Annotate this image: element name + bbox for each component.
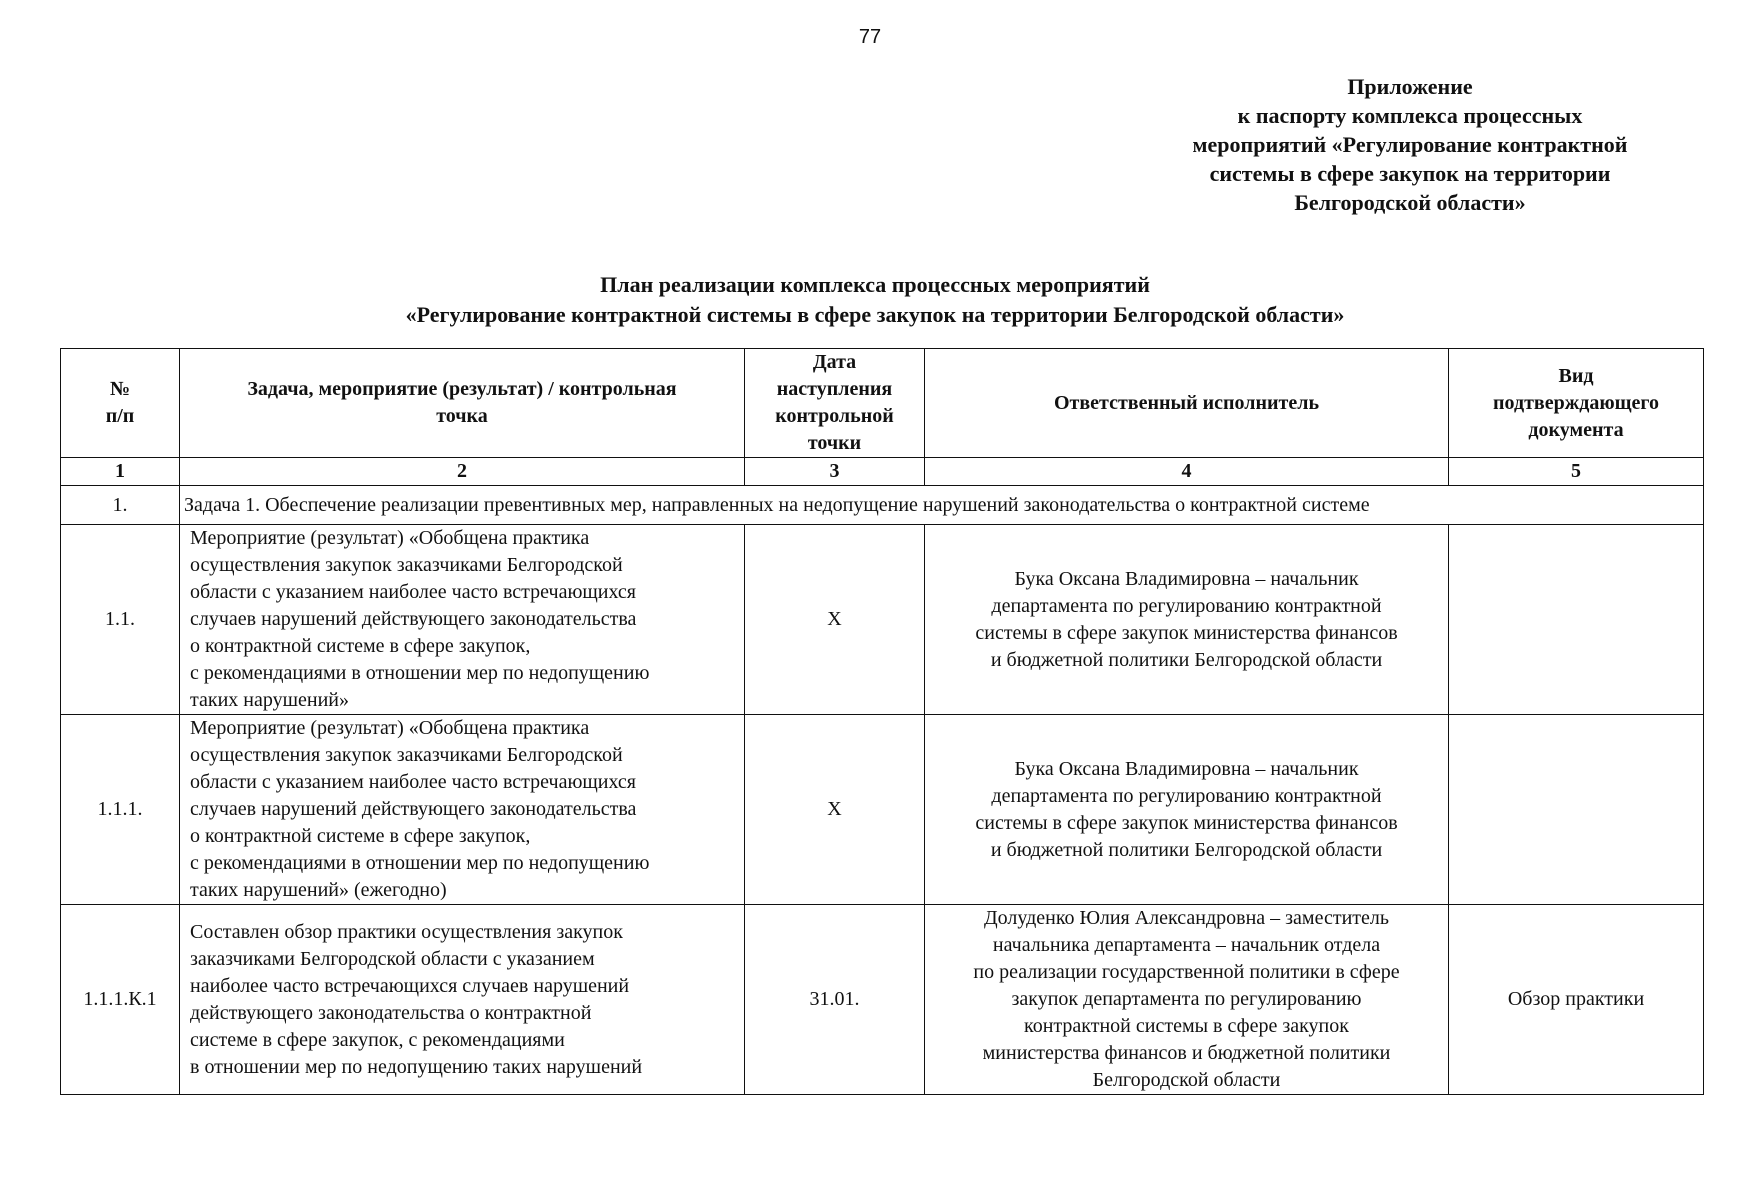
column-number: 2	[180, 458, 745, 486]
row-number: 1.1.	[61, 525, 180, 715]
row-number: 1.	[61, 486, 180, 525]
table-row	[61, 905, 1704, 1095]
task-row	[61, 486, 1704, 525]
row-document	[1449, 525, 1704, 715]
header-date: Дата наступления контрольной точки	[745, 349, 925, 458]
appendix-line: Приложение	[1347, 74, 1473, 99]
row-activity: Мероприятие (результат) «Обобщена практика осуществления закупок заказчиками Белгородской области с указанием наиболее часто встречающихся случаев нарушений действующего законодательства о контрактной системе в сфере закупок, с рекомендациями в отношении мер по недопущению таких нарушений» (ежегодно)	[180, 715, 745, 905]
column-number: 1	[61, 458, 180, 486]
row-date: 31.01.	[745, 905, 925, 1095]
column-numbers-row	[61, 458, 1704, 486]
row-date: X	[745, 715, 925, 905]
appendix-header	[1150, 72, 1670, 217]
table-header-row	[61, 349, 1704, 458]
row-number: 1.1.1.	[61, 715, 180, 905]
header-number: № п/п	[61, 349, 180, 458]
header-document: Вид подтверждающего документа	[1449, 349, 1704, 458]
row-executor: Долуденко Юлия Александровна – заместитель начальника департамента – начальник отдела по реализации государственной политики в сфере закупок департамента по регулированию контрактной системы в сфере закупок министерства финансов и бюджетной политики Белгородской области	[925, 905, 1449, 1095]
task-text: Задача 1. Обеспечение реализации превентивных мер, направленных на недопущение нарушений законодательства о контрактной системе	[180, 486, 1704, 525]
row-activity: Мероприятие (результат) «Обобщена практика осуществления закупок заказчиками Белгородской области с указанием наиболее часто встречающихся случаев нарушений действующего законодательства о контрактной системе в сфере закупок, с рекомендациями в отношении мер по недопущению таких нарушений»	[180, 525, 745, 715]
column-number: 3	[745, 458, 925, 486]
row-document: Обзор практики	[1449, 905, 1704, 1095]
appendix-line: системы в сфере закупок на территории	[1209, 161, 1611, 186]
plan-table	[60, 348, 1704, 1095]
header-executor: Ответственный исполнитель	[925, 349, 1449, 458]
plan-title-line-2: «Регулирование контрактной системы в сфере закупок на территории Белгородской области»	[405, 302, 1345, 327]
row-date: X	[745, 525, 925, 715]
column-number: 4	[925, 458, 1449, 486]
row-activity: Составлен обзор практики осуществления закупок заказчиками Белгородской области с указанием наиболее часто встречающихся случаев нарушений действующего законодательства о контрактной системе в сфере закупок, с рекомендациями в отношении мер по недопущению таких нарушений	[180, 905, 745, 1095]
appendix-line: Белгородской области»	[1294, 190, 1526, 215]
row-executor: Бука Оксана Владимировна – начальник департамента по регулированию контрактной системы в сфере закупок министерства финансов и бюджетной политики Белгородской области	[925, 715, 1449, 905]
plan-title	[60, 270, 1690, 330]
table-row	[61, 525, 1704, 715]
row-number: 1.1.1.К.1	[61, 905, 180, 1095]
row-document	[1449, 715, 1704, 905]
header-task: Задача, мероприятие (результат) / контрольная точка	[180, 349, 745, 458]
plan-title-line-1: План реализации комплекса процессных мероприятий	[600, 272, 1150, 297]
row-executor: Бука Оксана Владимировна – начальник департамента по регулированию контрактной системы в сфере закупок министерства финансов и бюджетной политики Белгородской области	[925, 525, 1449, 715]
column-number: 5	[1449, 458, 1704, 486]
appendix-line: мероприятий «Регулирование контрактной	[1192, 132, 1628, 157]
page-number: 77	[858, 26, 882, 48]
appendix-line: к паспорту комплекса процессных	[1237, 103, 1583, 128]
table-row	[61, 715, 1704, 905]
